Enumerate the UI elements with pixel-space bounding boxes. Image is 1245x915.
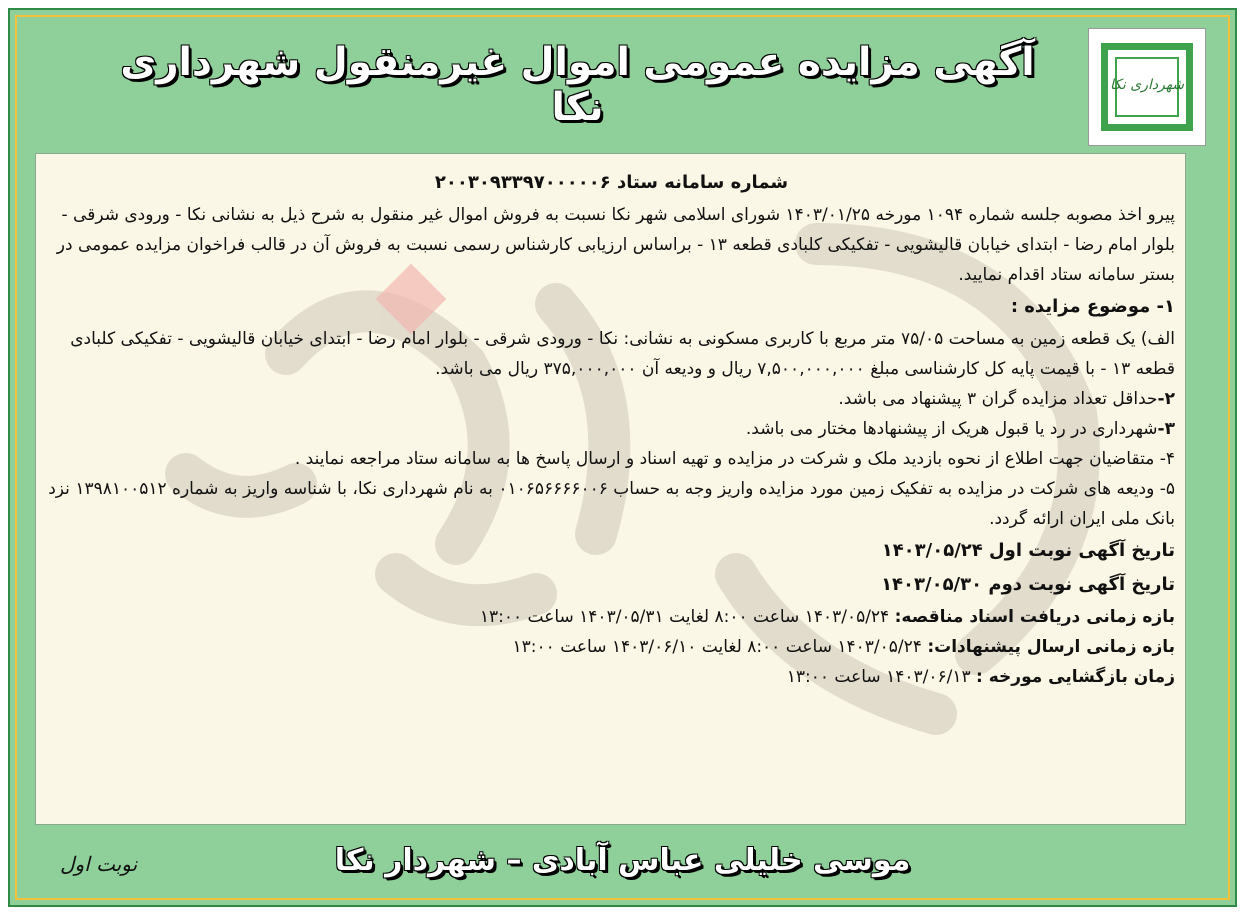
docs-period-label: بازه زمانی دریافت اسناد مناقصه:	[894, 607, 1175, 627]
setad-number: شماره سامانه ستاد ۲۰۰۳۰۹۳۳۹۷۰۰۰۰۰۶	[434, 172, 789, 193]
ad-body	[35, 153, 1186, 825]
docs-period-value: ۱۴۰۳/۰۵/۲۴ ساعت ۸:۰۰ لغایت ۱۴۰۳/۰۵/۳۱ ساعت ۱۳:۰۰	[479, 607, 890, 627]
subject-heading: ۱- موضوع مزایده :	[1010, 296, 1175, 317]
ad-title: آگهی مزایده عمومی اموال غیرمنقول شهرداری نکا	[120, 40, 1035, 130]
item-3-text: شهرداری در رد یا قبول هریک از پیشنهادها مختار می باشد.	[745, 419, 1158, 439]
item-2	[48, 384, 1175, 414]
opening-time-value: ۱۴۰۳/۰۶/۱۳ ساعت ۱۳:۰۰	[786, 667, 971, 687]
opening-time	[48, 662, 1175, 692]
item-2-text: حداقل تعداد مزایده گران ۳ پیشنهاد می باشد.	[838, 389, 1158, 409]
opening-time-label: زمان بازگشایی مورخه :	[976, 667, 1175, 687]
item-5: ۵- ودیعه های شرکت در مزایده به تفکیک زمین مورد مزایده واریز وجه به حساب ۰۱۰۶۵۶۶۶۶۰۰۶ به نام شهرداری نکا، با شناسه واریز به شماره ۱۳۹۸۱۰۰۵۱۲ نزد بانک ملی ایران ارائه گردد.	[48, 479, 1175, 529]
offers-period-label: بازه زمانی ارسال پیشنهادات:	[927, 637, 1175, 657]
intro-paragraph: پیرو اخذ مصوبه جلسه شماره ۱۰۹۴ مورخه ۱۴۰۳/۰۱/۲۵ شورای اسلامی شهر نکا نسبت به فروش اموال غیر منقول به شرح ذیل به نشانی نکا - ورودی شرقی - بلوار امام رضا - ابتدای خیابان قالیشویی - تفکیکی کلبادی قطعه ۱۳ - براساس ارزیابی کارشناس رسمی نسبت به فروش آن در قالب فراخوان مزایده عمومی در بستر سامانه ستاد اقدام نمایید.	[56, 205, 1175, 285]
logo-text: شهرداری نکا	[1109, 77, 1185, 93]
offers-period	[48, 632, 1175, 662]
turn-label: نوبت اول	[60, 852, 138, 876]
first-ad-date: تاریخ آگهی نوبت اول ۱۴۰۳/۰۵/۲۴	[881, 540, 1175, 561]
item-3	[48, 414, 1175, 444]
second-ad-date: تاریخ آگهی نوبت دوم ۱۴۰۳/۰۵/۳۰	[881, 574, 1175, 595]
docs-period	[48, 602, 1175, 632]
subject-item-a: الف) یک قطعه زمین به مساحت ۷۵/۰۵ متر مربع با کاربری مسکونی به نشانی: نکا - ورودی شرقی - بلوار امام رضا - ابتدای خیابان قالیشویی - تفکیکی کلبادی قطعه ۱۳ - با قیمت پایه کل کارشناسی مبلغ ۷,۵۰۰,۰۰۰,۰۰۰ ریال و ودیعه آن ۳۷۵,۰۰۰,۰۰۰ ریال می باشد.	[70, 329, 1175, 379]
item-4: ۴- متقاضیان جهت اطلاع از نحوه بازدید ملک و شرکت در مزایده و تهیه اسناد و ارسال پاسخ ها به سامانه ستاد مراجعه نمایند .	[294, 449, 1175, 469]
municipality-logo	[1088, 28, 1206, 146]
item-2-number: ۲-	[1157, 389, 1175, 409]
mayor-signature: موسی خلیلی عباس آبادی – شهردار نکا	[334, 843, 911, 878]
offers-period-value: ۱۴۰۳/۰۵/۲۴ ساعت ۸:۰۰ لغایت ۱۴۰۳/۰۶/۱۰ ساعت ۱۳:۰۰	[512, 637, 922, 657]
item-3-number: ۳-	[1157, 419, 1175, 439]
